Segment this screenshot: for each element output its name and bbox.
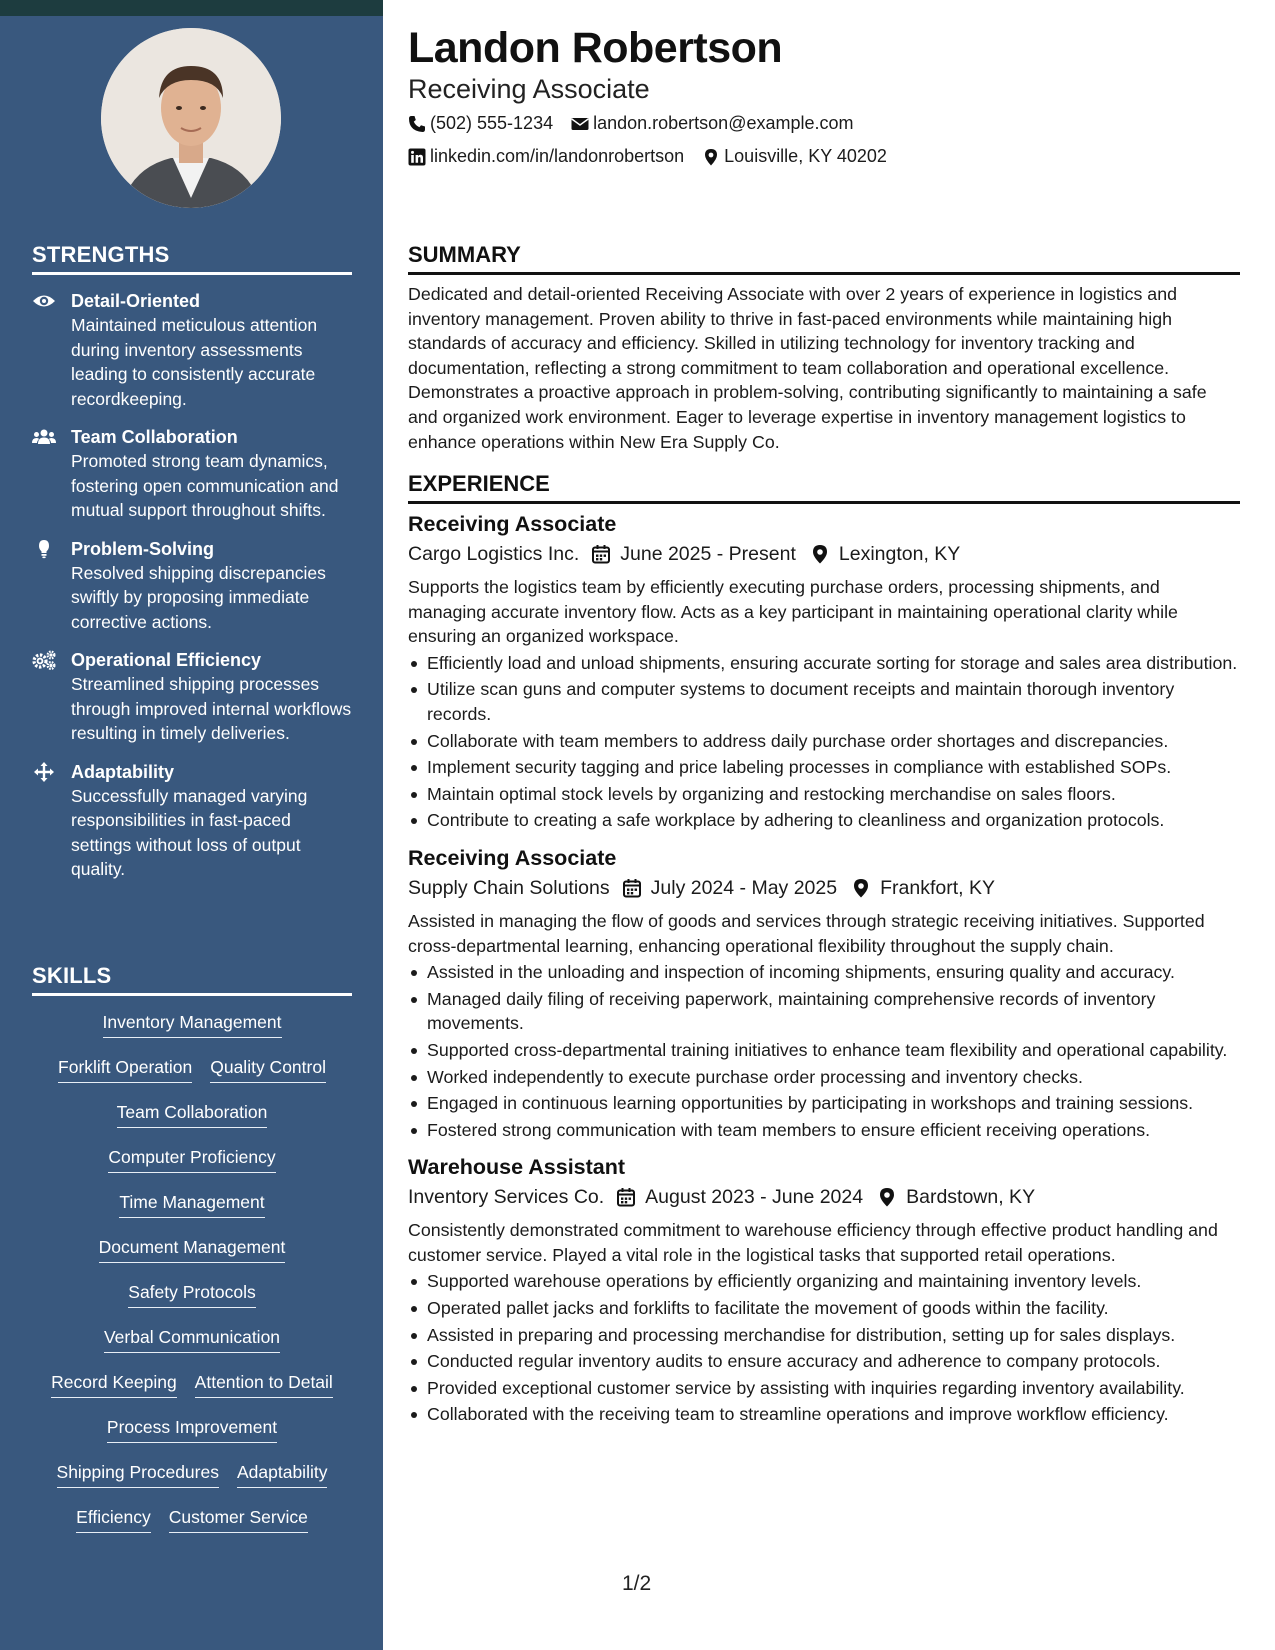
- job-bullets: [408, 1269, 1240, 1427]
- job-bullet: Assisted in preparing and processing merchandise for distribution, setting up for sales displays.: [408, 1323, 1240, 1348]
- job-entry: [408, 844, 1240, 1142]
- avatar: [101, 28, 281, 208]
- job-entry: [408, 510, 1240, 833]
- map-pin-icon: [702, 148, 720, 166]
- job-bullet: Engaged in continuous learning opportunities by participating in workshops and training sessions.: [408, 1091, 1240, 1116]
- job-dates: August 2023 - June 2024: [645, 1186, 864, 1209]
- sidebar: [0, 0, 383, 1650]
- job-description: Consistently demonstrated commitment to warehouse efficiency through effective product handling and customer service. Played a vital role in the logistical tasks that supported retail operations.: [408, 1220, 1218, 1265]
- job-company: Supply Chain Solutions: [408, 876, 610, 899]
- candidate-name: Landon Robertson: [408, 24, 783, 72]
- phone-contact: [408, 113, 553, 134]
- strength-description: Resolved shipping discrepancies swiftly by proposing immediate corrective actions.: [71, 562, 326, 632]
- skills-row: [32, 1145, 352, 1190]
- strength-title: Problem-Solving: [71, 538, 215, 559]
- map-pin-icon: [877, 1187, 897, 1207]
- job-dates: June 2025 - Present: [620, 543, 796, 565]
- job-meta: [408, 539, 1240, 569]
- experience-heading: EXPERIENCE: [408, 471, 1240, 504]
- candidate-title: Receiving Associate: [408, 74, 650, 104]
- lightbulb-icon: [32, 539, 56, 559]
- sidebar-top-bar: [0, 0, 383, 16]
- skills-row: [32, 1280, 352, 1325]
- location-text: Louisville, KY 40202: [724, 146, 887, 166]
- skills-heading: SKILLS: [32, 963, 352, 996]
- job-bullet: Provided exceptional customer service by assisting with inquiries regarding inventory availability.: [408, 1376, 1240, 1401]
- job-bullet: Collaborate with team members to address daily purchase order shortages and discrepancies.: [408, 729, 1240, 754]
- skill-tag: Computer Proficiency: [108, 1145, 275, 1173]
- job-meta: [408, 1182, 1240, 1212]
- job-bullet: Collaborated with the receiving team to streamline operations and improve workflow efficiency.: [408, 1402, 1240, 1427]
- skills-row: [32, 1190, 352, 1235]
- experience-list: [408, 510, 1240, 1438]
- job-bullet: Fostered strong communication with team members to ensure efficient receiving operations.: [408, 1118, 1240, 1143]
- job-bullet: Conducted regular inventory audits to ensure accuracy and adherence to company protocols.: [408, 1349, 1240, 1374]
- job-location: Frankfort, KY: [880, 876, 995, 899]
- skill-tag: Forklift Operation: [58, 1055, 192, 1083]
- job-bullet: Maintain optimal stock levels by organizing and restocking merchandise on sales floors.: [408, 782, 1240, 807]
- job-bullets: [408, 651, 1240, 833]
- job-meta: [408, 873, 1240, 903]
- skill-tag: Adaptability: [237, 1460, 327, 1488]
- strength-item: [32, 425, 352, 523]
- strength-description: Promoted strong team dynamics, fostering open communication and mutual support throughout shifts.: [71, 451, 339, 520]
- job-title: Receiving Associate: [408, 845, 617, 870]
- users-icon: [32, 427, 56, 447]
- calendar-icon: [622, 878, 642, 898]
- job-entry: [408, 1153, 1240, 1427]
- skill-tag: Time Management: [119, 1190, 264, 1218]
- skill-tag: Inventory Management: [103, 1010, 282, 1038]
- phone-icon: [408, 115, 426, 133]
- skill-tag: Team Collaboration: [117, 1100, 268, 1128]
- arrows-icon: [32, 762, 56, 782]
- job-bullet: Managed daily filing of receiving paperwork, maintaining comprehensive records of inventory movements.: [408, 987, 1240, 1036]
- job-bullet: Supported cross-departmental training initiatives to enhance team flexibility and operational capability.: [408, 1038, 1240, 1063]
- strength-item: [32, 648, 352, 746]
- skills-row: [32, 1235, 352, 1280]
- strength-title: Adaptability: [71, 761, 175, 782]
- strength-description: Streamlined shipping processes through improved internal workflows resulting in timely deliveries.: [71, 674, 352, 743]
- linkedin-icon: [408, 148, 426, 166]
- job-description: Supports the logistics team by efficiently executing purchase orders, processing shipments, and managing accurate inventory flow. Acts as a key participant in maintaining operational clarity while ensuring an organized workspace.: [408, 577, 1178, 647]
- linkedin-text[interactable]: linkedin.com/in/landonrobertson: [430, 146, 685, 166]
- skill-tag: Customer Service: [169, 1505, 308, 1533]
- skills-section: [32, 963, 352, 1550]
- skills-row: [32, 1010, 352, 1055]
- job-description: Assisted in managing the flow of goods and services through strategic receiving initiatives. Supported cross-departmental learning, enhancing operational flexibility throughout the supply chain.: [408, 910, 1205, 956]
- strength-description: Maintained meticulous attention during inventory assessments leading to consistently accurate recordkeeping.: [71, 315, 318, 409]
- strength-item: [32, 760, 352, 882]
- strength-item: [32, 537, 352, 635]
- contact-line-1: [408, 113, 872, 134]
- map-pin-icon: [810, 544, 830, 564]
- skills-cloud: [32, 996, 352, 1550]
- strength-item: [32, 289, 352, 411]
- skill-tag: Verbal Communication: [104, 1325, 280, 1353]
- job-bullet: Assisted in the unloading and inspection of incoming shipments, ensuring quality and accuracy.: [408, 960, 1240, 985]
- skills-row: [32, 1325, 352, 1370]
- eye-icon: [32, 291, 56, 311]
- page-number: 1/2: [622, 1572, 652, 1595]
- contact-line-2: [408, 146, 905, 167]
- job-company: Inventory Services Co.: [408, 1186, 605, 1209]
- skills-row: [32, 1415, 352, 1460]
- skill-tag: Attention to Detail: [195, 1370, 333, 1398]
- calendar-icon: [616, 1187, 636, 1207]
- job-location: Bardstown, KY: [906, 1186, 1036, 1209]
- job-bullet: Utilize scan guns and computer systems to document receipts and maintain thorough inventory records.: [408, 677, 1240, 726]
- job-bullet: Implement security tagging and price labeling processes in compliance with established SOPs.: [408, 755, 1240, 780]
- strength-title: Operational Efficiency: [71, 650, 262, 670]
- email-text[interactable]: landon.robertson@example.com: [593, 113, 854, 133]
- job-bullet: Supported warehouse operations by efficiently organizing and maintaining inventory levels.: [408, 1269, 1240, 1294]
- location-contact: [702, 146, 887, 167]
- strength-description: Successfully managed varying responsibilities in fast-paced settings without loss of output quality.: [71, 785, 308, 879]
- calendar-icon: [591, 544, 611, 564]
- summary-heading: SUMMARY: [408, 242, 1240, 275]
- skills-row: [32, 1055, 352, 1100]
- job-title: Receiving Associate: [408, 512, 617, 536]
- skill-tag: Safety Protocols: [128, 1280, 255, 1308]
- job-bullet: Contribute to creating a safe workplace by adhering to cleanliness and organization protocols.: [408, 808, 1240, 833]
- linkedin-contact[interactable]: [408, 146, 684, 167]
- strength-title: Detail-Oriented: [71, 291, 201, 311]
- email-contact[interactable]: [571, 113, 853, 134]
- skills-row: [32, 1370, 352, 1415]
- strength-title: Team Collaboration: [71, 427, 238, 447]
- skill-tag: Quality Control: [210, 1055, 326, 1083]
- job-bullets: [408, 960, 1240, 1142]
- job-title: Warehouse Assistant: [408, 1155, 626, 1180]
- gears-icon: [32, 650, 56, 670]
- envelope-icon: [571, 115, 589, 133]
- strengths-section: [32, 242, 352, 882]
- job-location: Lexington, KY: [838, 543, 961, 565]
- avatar-portrait: [101, 28, 281, 208]
- phone-text: (502) 555-1234: [430, 113, 554, 133]
- skill-tag: Document Management: [99, 1235, 286, 1263]
- skills-row: [32, 1460, 352, 1505]
- map-pin-icon: [851, 878, 871, 898]
- summary-text: Dedicated and detail-oriented Receiving Associate with over 2 years of experience in logistics and inventory management. Proven ability to thrive in fast-paced environments while maintaining high standards of accuracy and efficiency. Skilled in utilizing technology for inventory tracking and documentation, reflecting a strong commitment to team collaboration and operational excellence. Demonstrates a proactive approach in problem-solving, contributing significantly to maintaining a safe and organized work environment. Eager to leverage expertise in inventory management logistics to enhance operations within New Era Supply Co.: [408, 284, 1207, 452]
- job-dates: July 2024 - May 2025: [650, 876, 838, 899]
- job-company: Cargo Logistics Inc.: [408, 543, 580, 565]
- skills-row: [32, 1100, 352, 1145]
- job-bullet: Worked independently to execute purchase order processing and inventory checks.: [408, 1065, 1240, 1090]
- skill-tag: Shipping Procedures: [57, 1460, 219, 1488]
- skills-row: [32, 1505, 352, 1550]
- job-bullet: Operated pallet jacks and forklifts to facilitate the movement of goods within the facility.: [408, 1296, 1240, 1321]
- skill-tag: Efficiency: [76, 1505, 151, 1533]
- skill-tag: Process Improvement: [107, 1415, 277, 1443]
- job-bullet: Efficiently load and unload shipments, ensuring accurate sorting for storage and sales area distribution.: [408, 651, 1240, 676]
- skill-tag: Record Keeping: [51, 1370, 177, 1398]
- strengths-heading: STRENGTHS: [32, 242, 352, 275]
